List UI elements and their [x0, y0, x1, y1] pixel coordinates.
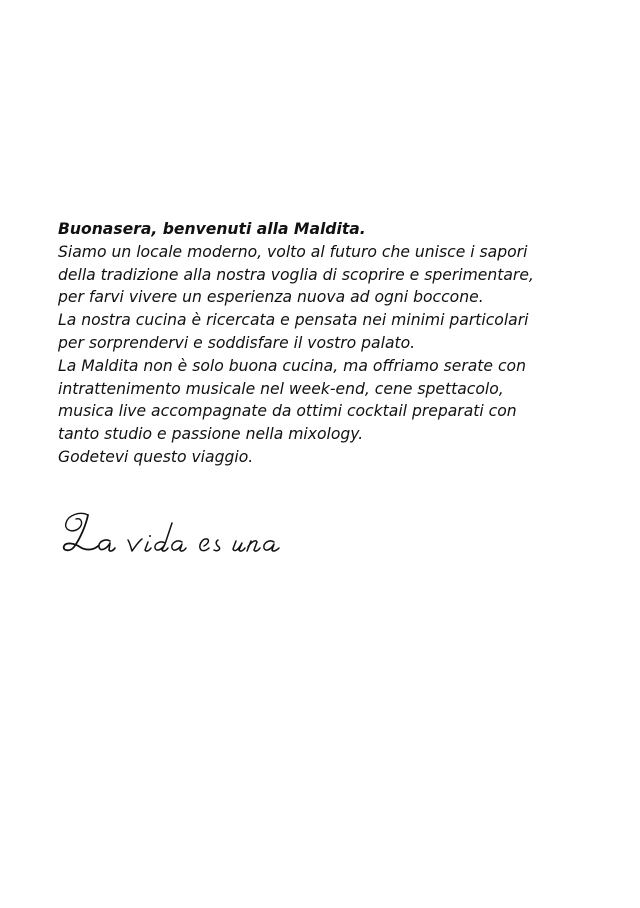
welcome-line: della tradizione alla nostra voglia di scoprire e sperimentare,: [58, 265, 534, 284]
welcome-line: Godetevi questo viaggio.: [58, 447, 254, 466]
script-signature: [58, 505, 358, 565]
welcome-line: musica live accompagnate da ottimi cocktail preparati con: [58, 402, 517, 421]
welcome-heading: Buonasera, benvenuti alla Maldita.: [58, 220, 366, 238]
welcome-text: [58, 218, 598, 469]
welcome-line: Siamo un locale moderno, volto al futuro che unisce i sapori: [58, 242, 528, 261]
welcome-line: La Maldita non è solo buona cucina, ma offriamo serate con: [58, 356, 526, 375]
welcome-line: intrattenimento musicale nel week-end, cene spettacolo,: [58, 379, 504, 398]
welcome-line: per farvi vivere un esperienza nuova ad ogni boccone.: [58, 288, 484, 307]
welcome-line: La nostra cucina è ricercata e pensata nei minimi particolari: [58, 311, 529, 330]
welcome-line: tanto studio e passione nella mixology.: [58, 425, 364, 444]
welcome-line: per sorprendervi e soddisfare il vostro palato.: [58, 333, 416, 352]
